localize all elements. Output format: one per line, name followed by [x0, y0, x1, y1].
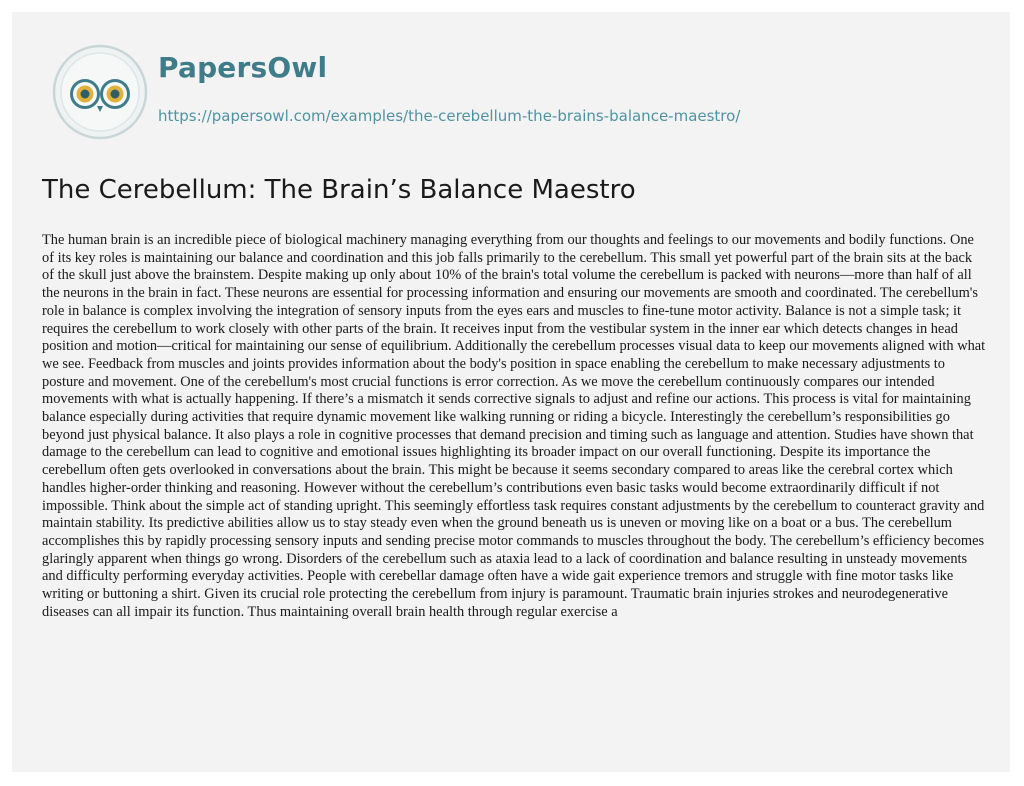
essay-page [12, 12, 1010, 772]
brand-name[interactable]: PapersOwl [158, 51, 328, 84]
site-header [50, 42, 740, 142]
source-url-link[interactable]: https://papersowl.com/examples/the-cerebellum-the-brains-balance-maestro/ [158, 107, 741, 125]
owl-eyes-logo-icon [50, 42, 150, 142]
essay-body-text: The human brain is an incredible piece of biological machinery managing everything from our thoughts and feelings to our movements and bodily functions. One of its key roles is maintaining our balance and coordination and this job falls primarily to the cerebellum. This small yet powerful part of the brain sits at the back of the skull just above the brainstem. Despite making up only about 10% of the brain's total volume the cerebellum is packed with neurons—more than half of all the neurons in the brain in fact. These neurons are essential for processing information and ensuring our movements are smooth and coordinated. The cerebellum's role in balance is complex involving the integration of sensory inputs from the eyes ears and muscles to fine-tune motor activity. Balance is not a simple task; it requires the cerebellum to work closely with other parts of the brain. It receives input from the vestibular system in the inner ear which detects changes in head position and motion—critical for maintaining our sense of equilibrium. Additionally the cerebellum processes visual data to keep our movements aligned with what we see. Feedback from muscles and joints provides information about the body's position in space enabling the cerebellum to make necessary adjustments to posture and movement. One of the cerebellum's most crucial functions is error correction. As we move the cerebellum continuously compares our intended movements with what is actually happening. If there’s a mismatch it sends corrective signals to adjust and refine our actions. This process is vital for maintaining balance especially during activities that require dynamic movement like walking running or riding a bicycle. Interestingly the cerebellum’s responsibilities go beyond just physical balance. It also plays a role in cognitive processes that demand precision and timing such as language and attention. Studies have shown that damage to the cerebellum can lead to cognitive and emotional issues highlighting its broader impact on our overall functioning. Despite its importance the cerebellum often gets overlooked in conversations about the brain. This might be because it seems secondary compared to areas like the cerebral cortex which handles higher-order thinking and reasoning. However without the cerebellum’s contributions even basic tasks would become extraordinarily difficult if not impossible. Think about the simple act of standing upright. This seemingly effortless task requires constant adjustments by the cerebellum to counteract gravity and maintain stability. Its predictive abilities allow us to stay steady even when the ground beneath us is uneven or moving like on a boat or a bus. The cerebellum accomplishes this by rapidly processing sensory inputs and sending precise motor commands to muscles throughout the body. The cerebellum’s efficiency becomes glaringly apparent when things go wrong. Disorders of the cerebellum such as ataxia lead to a lack of coordination and balance resulting in unsteady movements and difficulty performing everyday activities. People with cerebellar damage often have a wide gait experience tremors and struggle with fine motor tasks like writing or buttoning a shirt. Given its crucial role protecting the cerebellum from injury is paramount. Traumatic brain injuries strokes and neurodegenerative diseases can all impair its function. Thus maintaining overall brain health through regular exercise a [42, 232, 986, 620]
brand-block [158, 44, 740, 126]
essay-title: The Cerebellum: The Brain’s Balance Maestro [42, 175, 636, 205]
